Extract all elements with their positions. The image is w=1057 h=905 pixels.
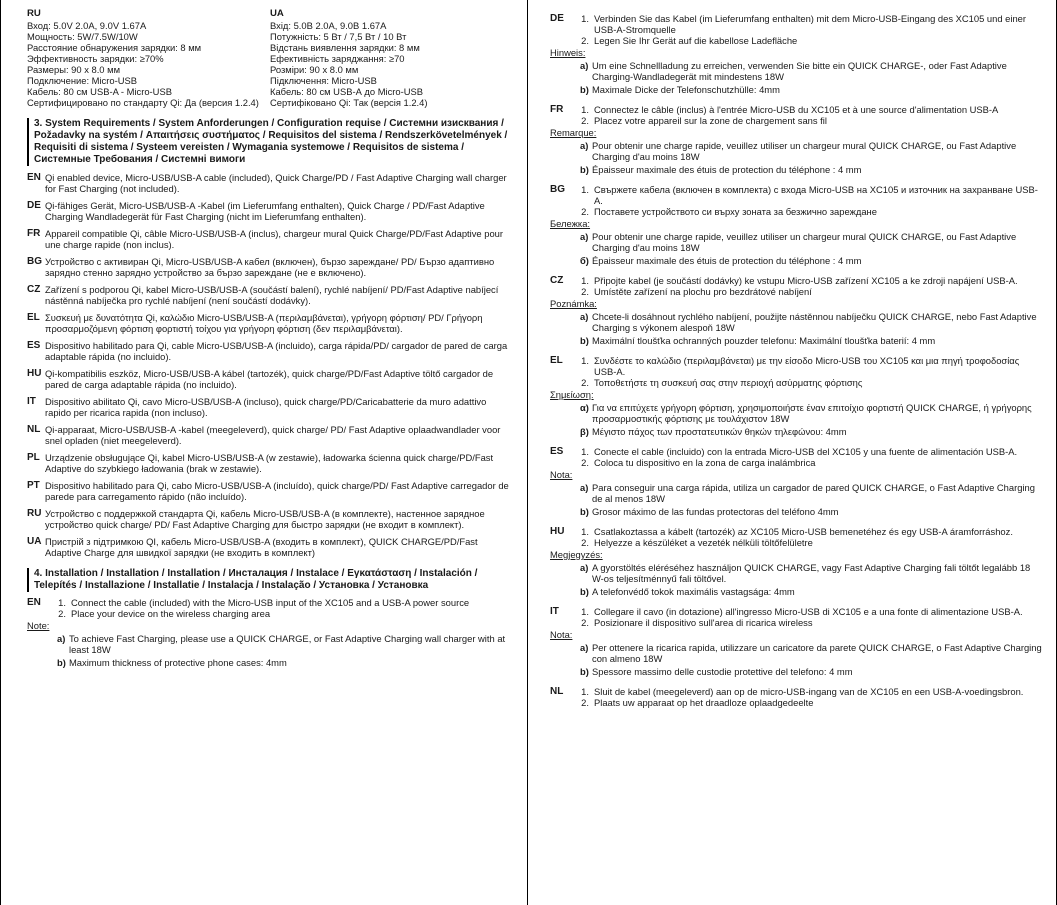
language-code: CZ bbox=[27, 284, 41, 295]
language-code: NL bbox=[550, 686, 564, 697]
note-item bbox=[580, 402, 1042, 424]
requirement-text: Qi-apparaat, Micro-USB/USB-A -kabel (meegeleverd), quick charge/ PD/ Fast Adaptive oplaadwandlader voor snel opladen (niet meegeleverd). bbox=[45, 424, 501, 446]
language-code: EN bbox=[27, 597, 41, 608]
installation-steps bbox=[550, 446, 1042, 468]
step-item bbox=[53, 597, 513, 608]
installation-block bbox=[550, 686, 1042, 708]
requirement-item bbox=[27, 368, 513, 390]
step-item bbox=[576, 35, 1042, 46]
spec-line: Размеры: 90 x 8.0 мм bbox=[27, 64, 121, 75]
step-text: Поставете устройството си върху зоната за безжично зареждане bbox=[594, 206, 877, 217]
step-text: Connectez le câble (inclus) à l'entrée Micro-USB du XC105 et à une source d'alimentation USB-A bbox=[594, 104, 999, 115]
step-text: Csatlakoztassa a kábelt (tartozék) az XC105 Micro-USB bemenetéhez és egy USB-A áramforráshoz. bbox=[594, 526, 1013, 537]
step-list bbox=[576, 606, 1042, 628]
requirement-item bbox=[27, 396, 513, 418]
language-code: IT bbox=[550, 606, 559, 617]
note-text: Para conseguir una carga rápida, utiliza un cargador de pared QUICK CHARGE, o Fast Adaptive Charging de al menos 18W bbox=[592, 482, 1035, 504]
installation-steps bbox=[550, 355, 1042, 388]
installation-block bbox=[550, 184, 1042, 266]
installation-block bbox=[550, 275, 1042, 346]
spec-line: Расстояние обнаружения зарядки: 8 мм bbox=[27, 42, 202, 53]
note-letter: b) bbox=[57, 657, 66, 668]
step-list bbox=[576, 275, 1042, 297]
note-letter: a) bbox=[580, 60, 589, 71]
left-column bbox=[0, 0, 528, 905]
requirement-text: Пристрій з підтримкою QI, кабель Micro-USB/USB-A (входить в комплект), QUICK CHARGE/PD/Fast Adaptive Charge для швидкої зарядки (не входить в комплект) bbox=[45, 536, 478, 558]
right-column bbox=[528, 0, 1057, 905]
note-label: Nota: bbox=[550, 629, 573, 640]
step-list bbox=[576, 526, 1042, 548]
note-item bbox=[580, 586, 1042, 597]
note-list bbox=[580, 562, 1042, 597]
note-list bbox=[580, 482, 1042, 517]
step-item bbox=[576, 446, 1042, 457]
installation-steps bbox=[550, 104, 1042, 126]
spec-line: Кабель: 80 см USB-А до Micro-USB bbox=[270, 86, 424, 97]
step-number: 1. bbox=[581, 184, 589, 195]
note-item bbox=[580, 642, 1042, 664]
note-letter: б) bbox=[580, 255, 589, 266]
note-item bbox=[57, 657, 513, 668]
step-text: Connect the cable (included) with the Micro-USB input of the XC105 and a USB-A power source bbox=[71, 597, 470, 608]
step-item bbox=[576, 457, 1042, 468]
language-code: HU bbox=[550, 526, 565, 537]
note-text: Pour obtenir une charge rapide, veuillez utiliser un chargeur mural QUICK CHARGE, ou Fast Adaptive Charging d'au moins 18W bbox=[592, 231, 1017, 253]
note-item bbox=[580, 426, 1042, 437]
section-4-title: 4. Installation / Installation / Installation / Инсталация / Instalace / Εγκατάσταση / Instalación / Telepítés / Installazione / Installatie / Instalacja / Instalação / Установка / Установка bbox=[27, 568, 513, 592]
step-number: 2. bbox=[581, 617, 589, 628]
step-text: Helyezze a készüléket a vezeték nélküli töltőfelületre bbox=[594, 537, 813, 548]
step-number: 2. bbox=[581, 286, 589, 297]
step-text: Legen Sie Ihr Gerät auf die kabellose Ladefläche bbox=[594, 35, 798, 46]
note-item bbox=[580, 666, 1042, 677]
note-text: A telefonvédő tokok maximális vastagsága: 4mm bbox=[592, 586, 795, 597]
step-item bbox=[576, 697, 1042, 708]
step-list bbox=[576, 355, 1042, 388]
installation-steps bbox=[550, 275, 1042, 297]
language-code: DE bbox=[27, 200, 41, 211]
step-number: 2. bbox=[581, 377, 589, 388]
step-item bbox=[53, 608, 513, 619]
requirement-item bbox=[27, 480, 513, 502]
note-text: Spessore massimo delle custodie protettive del telefono: 4 mm bbox=[592, 666, 853, 677]
requirement-item bbox=[27, 284, 513, 306]
note-label: Бележка: bbox=[550, 218, 591, 229]
specs-ua bbox=[270, 8, 513, 108]
note-text: To achieve Fast Charging, please use a QUICK CHARGE, or Fast Adaptive Charging wall charger with at least 18W bbox=[69, 633, 506, 655]
step-text: Τοποθετήστε τη συσκευή σας στην περιοχή ασύρματης φόρτισης bbox=[594, 377, 863, 388]
step-number: 2. bbox=[581, 457, 589, 468]
note-label: Hinweis: bbox=[550, 47, 586, 58]
language-code: NL bbox=[27, 424, 41, 435]
requirement-text: Appareil compatible Qi, câble Micro-USB/USB-A (inclus), chargeur mural Quick Charge/PD/Fast Adaptive pour une charge rapide (non inclus). bbox=[45, 228, 503, 250]
installation-steps bbox=[550, 526, 1042, 548]
note-item bbox=[580, 231, 1042, 253]
step-text: Συνδέστε το καλώδιο (περιλαμβάνεται) με την είσοδο Micro-USB του XC105 και μια πηγή τροφοδοσίας USB-A. bbox=[594, 355, 1020, 377]
step-number: 1. bbox=[581, 606, 589, 617]
note-letter: b) bbox=[580, 586, 589, 597]
note-letter: a) bbox=[580, 482, 589, 493]
note-list bbox=[580, 231, 1042, 266]
note-text: Grosor máximo de las fundas protectoras del teléfono 4mm bbox=[592, 506, 839, 517]
note-label: Σημείωση: bbox=[550, 389, 594, 400]
note-label: Note: bbox=[27, 620, 50, 631]
language-code: UA bbox=[27, 536, 42, 547]
note-letter: a) bbox=[580, 231, 589, 242]
installation-block bbox=[550, 13, 1042, 95]
note-item bbox=[580, 84, 1042, 95]
specs-ru bbox=[27, 8, 270, 108]
requirement-item bbox=[27, 172, 513, 194]
step-number: 2. bbox=[581, 537, 589, 548]
language-code: ES bbox=[27, 340, 41, 351]
requirement-text: Dispositivo habilitado para Qi, cable Micro-USB/USB-A (incluido), carga rápida/PD/ cargador de pared de carga adaptable rápida (no incluido). bbox=[45, 340, 508, 362]
step-number: 1. bbox=[581, 104, 589, 115]
note-text: Um eine Schnellladung zu erreichen, verwenden Sie bitte ein QUICK CHARGE-, oder Fast Adaptive Charging-Wandladegerät mit mindestens 18W bbox=[592, 60, 1007, 82]
requirement-text: Qi-fähiges Gerät, Micro-USB/USB-A -Kabel (im Lieferumfang enthalten), Quick Charge / PD/Fast Adaptive Charging Wandladegerät für Fast Charging (nicht im Lieferumfang enthalten). bbox=[45, 200, 485, 222]
installation-block bbox=[550, 526, 1042, 597]
note-item bbox=[580, 255, 1042, 266]
note-letter: a) bbox=[580, 642, 589, 653]
installation-steps bbox=[550, 686, 1042, 708]
note-label: Remarque: bbox=[550, 127, 597, 138]
step-item bbox=[576, 537, 1042, 548]
spec-line: Мощность: 5W/7.5W/10W bbox=[27, 31, 138, 42]
requirement-text: Устройство с активиран Qi, Micro-USB/USB-A кабел (включен), бързо зареждане/ PD/ Бързо адаптивно зарядно стенно зарядно устройство за бързо зареждане (не е включено). bbox=[45, 256, 495, 278]
note-item bbox=[57, 633, 513, 655]
step-number: 1. bbox=[581, 446, 589, 457]
step-text: Collegare il cavo (in dotazione) all'ingresso Micro-USB di XC105 e a una fonte di alimentazione USB-A. bbox=[594, 606, 1023, 617]
note-list bbox=[580, 402, 1042, 437]
step-text: Posizionare il dispositivo sull'area di ricarica wireless bbox=[594, 617, 813, 628]
spec-line: Підключення: Micro-USB bbox=[270, 75, 377, 86]
spec-line: Кабель: 80 см USB-A - Micro-USB bbox=[27, 86, 172, 97]
step-list bbox=[53, 597, 513, 619]
step-list bbox=[576, 446, 1042, 468]
step-list bbox=[576, 13, 1042, 46]
requirement-item bbox=[27, 256, 513, 278]
language-code: PT bbox=[27, 480, 40, 491]
note-text: Per ottenere la ricarica rapida, utilizzare un caricatore da parete QUICK CHARGE, o Fast Adaptive Charging con almeno 18W bbox=[592, 642, 1042, 664]
step-item bbox=[576, 206, 1042, 217]
spec-line: Сертифицировано по стандарту Qi: Да (версия 1.2.4) bbox=[27, 97, 259, 108]
note-letter: a) bbox=[580, 140, 589, 151]
note-label: Nota: bbox=[550, 469, 573, 480]
installation-steps bbox=[550, 184, 1042, 217]
requirement-item bbox=[27, 536, 513, 558]
note-list bbox=[57, 633, 513, 668]
step-number: 2. bbox=[581, 206, 589, 217]
note-item bbox=[580, 60, 1042, 82]
step-number: 1. bbox=[581, 526, 589, 537]
note-item bbox=[580, 140, 1042, 162]
language-code: PL bbox=[27, 452, 40, 463]
step-item bbox=[576, 275, 1042, 286]
language-code: RU bbox=[27, 508, 42, 519]
spec-line: Ефективність заряджання: ≥70 bbox=[270, 53, 405, 64]
spec-line: Вхід: 5.0В 2.0А, 9.0В 1.67А bbox=[270, 20, 387, 31]
step-text: Свържете кабела (включен в комплекта) с входа Micro-USB на XC105 и източник на захранване USB-A. bbox=[594, 184, 1038, 206]
note-text: Chcete-li dosáhnout rychlého nabíjení, použijte nástěnnou nabíječku QUICK CHARGE, nebo Fast Adaptive Charging s výkonem alespoň 18W bbox=[592, 311, 1037, 333]
step-list bbox=[576, 184, 1042, 217]
step-item bbox=[576, 184, 1042, 206]
installation-steps bbox=[550, 606, 1042, 628]
spec-line: Сертифіковано Qi: Так (версія 1.2.4) bbox=[270, 97, 428, 108]
note-item bbox=[580, 335, 1042, 346]
requirement-text: Dispositivo habilitado para Qi, cabo Micro-USB/USB-A (incluído), quick charge/PD/ Fast Adaptive carregador de parede para carregamento rápido (não incluído). bbox=[45, 480, 509, 502]
step-item bbox=[576, 13, 1042, 35]
note-text: Maximum thickness of protective phone cases: 4mm bbox=[69, 657, 287, 668]
note-text: Μέγιστο πάχος των προστατευτικών θηκών τηλεφώνου: 4mm bbox=[592, 426, 847, 437]
note-list bbox=[580, 642, 1042, 677]
requirement-item bbox=[27, 340, 513, 362]
step-text: Umístěte zařízení na plochu pro bezdrátové nabíjení bbox=[594, 286, 812, 297]
step-list bbox=[576, 686, 1042, 708]
note-text: Pour obtenir une charge rapide, veuillez utiliser un chargeur mural QUICK CHARGE, ou Fast Adaptive Charging d'au moins 18W bbox=[592, 140, 1017, 162]
step-item bbox=[576, 377, 1042, 388]
note-item bbox=[580, 506, 1042, 517]
note-letter: b) bbox=[580, 506, 589, 517]
installation-block bbox=[550, 104, 1042, 175]
note-letter: b) bbox=[580, 84, 589, 95]
requirement-text: Qi-kompatibilis eszköz, Micro-USB/USB-A kábel (tartozék), quick charge/PD/Fast Adaptive töltő cargador de pared de carga adaptable rápida (no incluido). bbox=[45, 368, 494, 390]
spec-line: Эффективность зарядки: ≥70% bbox=[27, 53, 164, 64]
note-item bbox=[580, 164, 1042, 175]
step-text: Připojte kabel (je součástí dodávky) ke vstupu Micro-USB zařízení XC105 a ke zdroji napájení USB-A. bbox=[594, 275, 1018, 286]
requirement-text: Zařízení s podporou Qi, kabel Micro-USB/USB-A (součástí balení), rychlé nabíjení/ PD/Fast Adaptive nabíjecí nástěnná nabíječka pro rychlé nabíjení (není součástí dodávky). bbox=[45, 284, 499, 306]
requirement-text: Dispositivo abilitato Qi, cavo Micro-USB/USB-A (incluso), quick charge/PD/Caricabatterie da muro adattivo rapido per ricarica rapida (non incluso). bbox=[45, 396, 487, 418]
requirement-text: Συσκευή με δυνατότητα Qi, καλώδιο Micro-USB/USB-A (περιλαμβάνεται), γρήγορη φόρτιση/ PD/ Γρήγορη προσαρμοζόμενη φόρτιση φορτιστή τοίχου για γρήγορη φόρτιση (δεν περιλαμβάνεται). bbox=[45, 312, 483, 334]
spec-line: Розміри: 90 x 8.0 мм bbox=[270, 64, 359, 75]
note-letter: α) bbox=[580, 402, 589, 413]
note-letter: a) bbox=[580, 562, 589, 573]
requirement-item bbox=[27, 200, 513, 222]
requirement-text: Qi enabled device, Micro-USB/USB-A cable (included), Quick Charge/PD / Fast Adaptive Charging wall charger for Fast Charging (not included). bbox=[45, 172, 507, 194]
specs-ua-code: UA bbox=[270, 8, 284, 19]
note-letter: b) bbox=[580, 164, 589, 175]
note-text: Για να επιτύχετε γρήγορη φόρτιση, χρησιμοποιήστε έναν επιτοίχιο φορτιστή QUICK CHARGE, ή γρήγορης προσαρμοστικής φόρτισης με τουλάχιστον 18W bbox=[592, 402, 1032, 424]
language-code: IT bbox=[27, 396, 36, 407]
spec-line: Відстань виявлення зарядки: 8 мм bbox=[270, 42, 420, 53]
note-text: Épaisseur maximale des étuis de protection du téléphone : 4 mm bbox=[592, 164, 862, 175]
step-item bbox=[576, 617, 1042, 628]
step-item bbox=[576, 286, 1042, 297]
step-number: 1. bbox=[581, 355, 589, 366]
step-number: 1. bbox=[581, 686, 589, 697]
note-item bbox=[580, 562, 1042, 584]
step-text: Conecte el cable (incluido) con la entrada Micro-USB del XC105 y una fuente de alimentación USB-A. bbox=[594, 446, 1018, 457]
spec-line: Потужність: 5 Вт / 7,5 Вт / 10 Вт bbox=[270, 31, 407, 42]
note-list bbox=[580, 60, 1042, 95]
step-number: 2. bbox=[581, 35, 589, 46]
step-number: 1. bbox=[58, 597, 66, 608]
step-text: Placez votre appareil sur la zone de chargement sans fil bbox=[594, 115, 827, 126]
step-number: 1. bbox=[581, 13, 589, 24]
installation-right bbox=[550, 13, 1042, 708]
language-code: BG bbox=[550, 184, 565, 195]
language-code: DE bbox=[550, 13, 564, 24]
specs-ru-code: RU bbox=[27, 8, 41, 19]
note-text: Maximální tloušťka ochranných pouzder telefonu: Maximální tloušťka baterií: 4 mm bbox=[592, 335, 936, 346]
step-number: 2. bbox=[58, 608, 66, 619]
requirement-text: Устройство с поддержкой стандарта Qi, кабель Micro-USB/USB-A (в комплекте), настенное зарядное устройство quick charge/ PD/ Fast Adaptive Charging для быстро зарядки (не входит в комплект). bbox=[45, 508, 485, 530]
step-number: 1. bbox=[581, 275, 589, 286]
language-code: EN bbox=[27, 172, 41, 183]
step-text: Coloca tu dispositivo en la zona de carga inalámbrica bbox=[594, 457, 816, 468]
requirement-item bbox=[27, 312, 513, 334]
installation-steps bbox=[550, 13, 1042, 46]
step-item bbox=[576, 526, 1042, 537]
note-item bbox=[580, 482, 1042, 504]
specs-block bbox=[27, 8, 513, 108]
step-item bbox=[576, 686, 1042, 697]
language-code: EL bbox=[27, 312, 40, 323]
step-number: 2. bbox=[581, 115, 589, 126]
installation-block bbox=[550, 606, 1042, 677]
note-letter: b) bbox=[580, 335, 589, 346]
requirement-item bbox=[27, 424, 513, 446]
step-text: Sluit de kabel (meegeleverd) aan op de micro-USB-ingang van de XC105 en een USB-A-voedingsbron. bbox=[594, 686, 1024, 697]
installation-steps bbox=[27, 597, 513, 619]
requirement-item bbox=[27, 452, 513, 474]
step-item bbox=[576, 104, 1042, 115]
step-item bbox=[576, 606, 1042, 617]
note-item bbox=[580, 311, 1042, 333]
step-item bbox=[576, 355, 1042, 377]
note-list bbox=[580, 140, 1042, 175]
requirement-item bbox=[27, 228, 513, 250]
note-text: Épaisseur maximale des étuis de protection du téléphone : 4 mm bbox=[592, 255, 862, 266]
note-text: Maximale Dicke der Telefonschutzhülle: 4mm bbox=[592, 84, 780, 95]
step-text: Plaats uw apparaat op het draadloze oplaadgedeelte bbox=[594, 697, 814, 708]
installation-block bbox=[550, 355, 1042, 437]
spec-line: Вход: 5.0V 2.0A, 9.0V 1.67A bbox=[27, 20, 147, 31]
language-code: FR bbox=[27, 228, 41, 239]
step-number: 2. bbox=[581, 697, 589, 708]
step-text: Place your device on the wireless charging area bbox=[71, 608, 271, 619]
installation-left bbox=[27, 597, 513, 668]
language-code: HU bbox=[27, 368, 42, 379]
requirement-text: Urządzenie obsługujące Qi, kabel Micro-USB/USB-A (w zestawie), ładowarka ścienna quick charge/PD/Fast Adaptive do szybkiego ładowania (brak w zestawie). bbox=[45, 452, 494, 474]
language-code: FR bbox=[550, 104, 564, 115]
step-list bbox=[576, 104, 1042, 126]
note-letter: β) bbox=[580, 426, 589, 437]
language-code: BG bbox=[27, 256, 42, 267]
step-text: Verbinden Sie das Kabel (im Lieferumfang enthalten) mit dem Micro-USB-Eingang des XC105 und einer USB-A-Stromquelle bbox=[594, 13, 1027, 35]
note-letter: a) bbox=[580, 311, 589, 322]
note-letter: a) bbox=[57, 633, 66, 644]
section-3-title: 3. System Requirements / System Anforderungen / Configuration requise / Системни изисквания / Požadavky na systém / Απαιτήσεις συστήματος / Requisitos del sistema / Rendszerkövetelmények / Requisiti di sistema / Systeem vereisten / Wymagania systemowe / Requisitos de sistema / Системные Требования / Системні вимоги bbox=[27, 118, 513, 166]
language-code: CZ bbox=[550, 275, 564, 286]
language-code: ES bbox=[550, 446, 564, 457]
note-list bbox=[580, 311, 1042, 346]
spec-line: Подключение: Micro-USB bbox=[27, 75, 137, 86]
requirement-item bbox=[27, 508, 513, 530]
installation-block bbox=[27, 597, 513, 668]
step-item bbox=[576, 115, 1042, 126]
note-letter: b) bbox=[580, 666, 589, 677]
requirements-list bbox=[27, 172, 513, 558]
note-label: Poznámka: bbox=[550, 298, 597, 309]
note-text: A gyorstöltés eléréséhez használjon QUICK CHARGE, vagy Fast Adaptive Charging fali töltőt legalább 18 W-os teljesítménnyű fali töltővel. bbox=[592, 562, 1031, 584]
installation-block bbox=[550, 446, 1042, 517]
note-label: Megjegyzés: bbox=[550, 549, 603, 560]
language-code: EL bbox=[550, 355, 563, 366]
